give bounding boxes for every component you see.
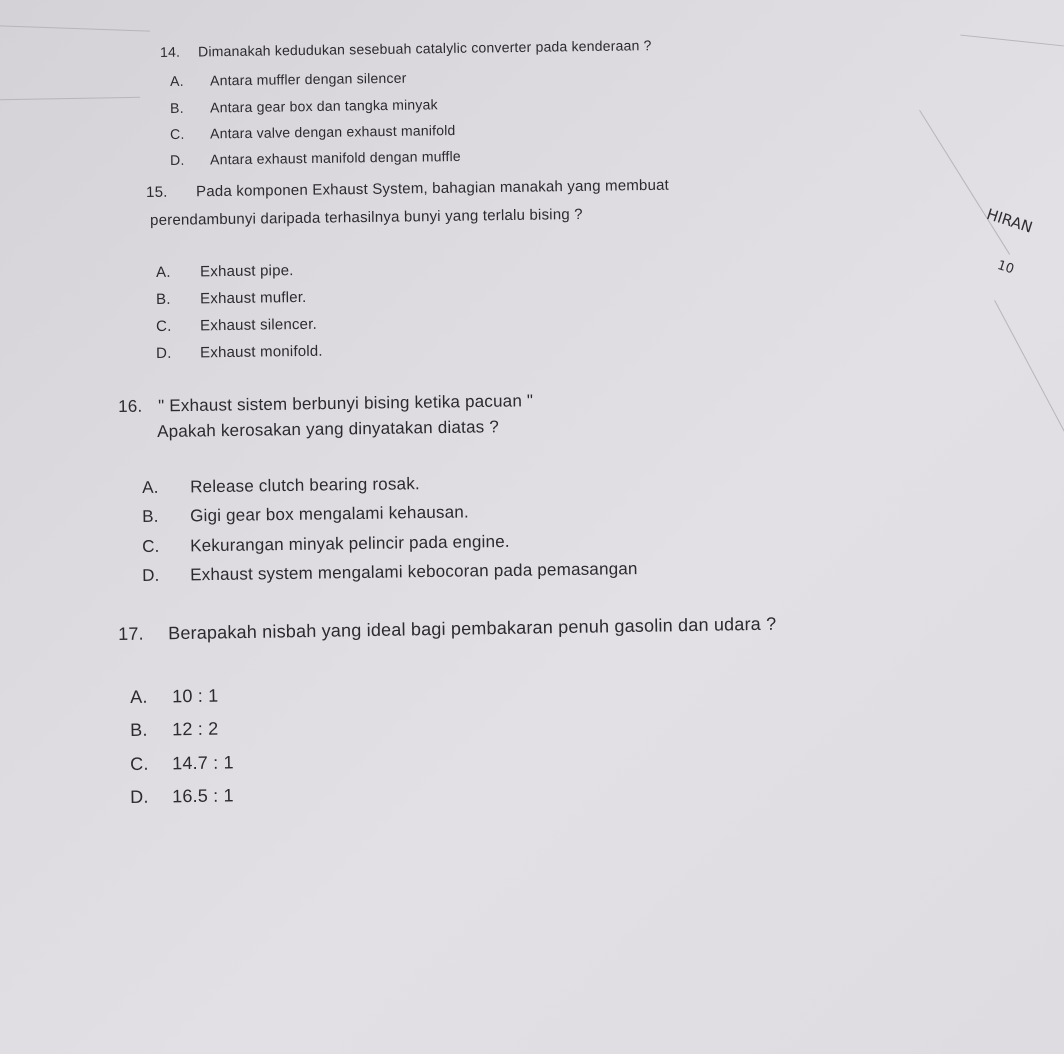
option-14-d <box>170 148 461 168</box>
question-17 <box>118 614 776 645</box>
handwritten-note-1: HIRAN <box>984 205 1035 237</box>
option-letter: B. <box>170 99 184 116</box>
option-text: Antara gear box dan tangka minyak <box>209 96 438 116</box>
paper-edge-right-lower <box>994 300 1064 442</box>
option-16-d <box>142 559 638 586</box>
option-text: Exhaust pipe. <box>199 262 294 281</box>
option-text: 10 : 1 <box>171 685 219 707</box>
option-15-b <box>156 289 307 308</box>
question-number: 17. <box>118 623 144 644</box>
option-letter: C. <box>130 753 149 774</box>
paper-edge-left-mid <box>0 97 140 100</box>
option-text: Kekurangan minyak pelincir pada engine. <box>189 531 510 556</box>
option-text: Release clutch bearing rosak. <box>189 474 421 497</box>
option-14-c <box>170 122 456 142</box>
option-letter: A. <box>142 477 159 497</box>
option-text: Exhaust monifold. <box>199 342 323 362</box>
option-15-c <box>156 316 317 335</box>
question-15-line-2 <box>150 206 583 229</box>
option-15-d <box>156 343 323 362</box>
option-text: 14.7 : 1 <box>171 752 234 774</box>
option-15-a <box>156 262 294 281</box>
option-letter: C. <box>142 536 160 556</box>
question-text-line-2: Apakah kerosakan yang dinyatakan diatas ? <box>157 417 500 441</box>
option-letter: C. <box>156 317 172 335</box>
option-17-a <box>130 686 219 708</box>
option-text: Exhaust silencer. <box>199 315 318 335</box>
option-text: Exhaust system mengalami kebocoran pada pemasangan <box>189 559 638 585</box>
question-16-line-2 <box>157 417 499 442</box>
question-number: 15. <box>146 183 168 201</box>
question-number: 16. <box>118 396 143 416</box>
option-letter: D. <box>142 565 160 585</box>
option-14-a <box>170 70 407 89</box>
option-letter: A. <box>170 72 184 89</box>
question-14 <box>160 37 652 60</box>
option-17-d <box>130 785 234 808</box>
handwritten-note-2: 10 <box>995 258 1016 278</box>
option-17-b <box>130 719 219 741</box>
option-letter: B. <box>156 290 171 308</box>
option-letter: D. <box>130 786 149 807</box>
option-17-c <box>130 752 234 775</box>
option-letter: A. <box>156 263 171 281</box>
option-text: Exhaust mufler. <box>199 288 307 308</box>
option-text: Gigi gear box mengalami kehausan. <box>189 502 469 526</box>
question-text-line-1: Pada komponen Exhaust System, bahagian manakah yang membuat <box>195 176 670 201</box>
option-14-b <box>170 96 438 116</box>
option-text: 16.5 : 1 <box>171 785 234 807</box>
option-text: Antara exhaust manifold dengan muffle <box>209 147 461 168</box>
option-16-a <box>142 474 420 498</box>
question-text-line-2: perendambunyi daripada terhasilnya bunyi yang terlalu bising ? <box>150 205 583 229</box>
option-letter: B. <box>130 719 148 740</box>
question-16 <box>118 391 533 417</box>
option-text: Antara valve dengan exhaust manifold <box>209 122 456 142</box>
option-text: Antara muffler dengan silencer <box>209 69 407 89</box>
option-16-b <box>142 502 469 527</box>
option-letter: C. <box>170 125 185 142</box>
question-text: Berapakah nisbah yang ideal bagi pembakaran penuh gasolin dan udara ? <box>167 613 777 644</box>
option-letter: B. <box>142 506 159 526</box>
option-letter: D. <box>156 344 172 362</box>
paper-edge-right-top <box>960 35 1064 47</box>
option-letter: D. <box>170 151 185 168</box>
option-16-c <box>142 532 510 557</box>
question-text-line-1: " Exhaust sistem berbunyi bising ketika pacuan " <box>157 391 534 416</box>
question-15 <box>146 177 669 201</box>
paper-edge-left-top <box>0 25 150 31</box>
paper-edge-right-diagonal <box>919 110 1010 255</box>
option-letter: A. <box>130 686 148 707</box>
question-number: 14. <box>160 43 181 60</box>
question-text: Dimanakah kedudukan sesebuah catalylic converter pada kenderaan ? <box>197 37 652 60</box>
option-text: 12 : 2 <box>171 718 219 740</box>
